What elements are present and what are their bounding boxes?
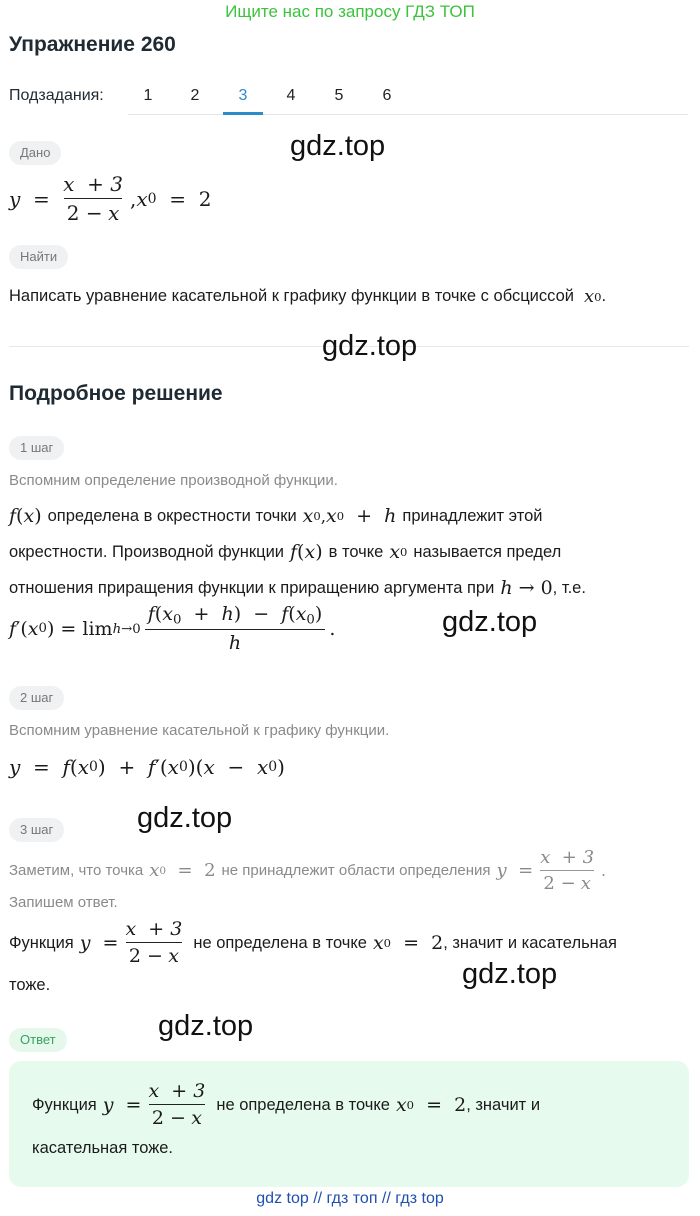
watermark: gdz.top	[158, 1010, 254, 1042]
step-3-hint-2: Запишем ответ.	[9, 894, 118, 911]
step-1-badge: 1 шаг	[9, 436, 64, 460]
answer-text-end: касательная тоже.	[32, 1139, 174, 1157]
step-1-line-1: f ( x ) определена в окрестности точки x 0 , x 0 + h принадлежит этой	[9, 505, 543, 527]
answer-text-line: Функция y = $\frac{x + 3}{2 - x}$ не определена в точке x 0 = 2 , значит и	[32, 1080, 541, 1129]
footer-links[interactable]: gdz top // гдз топ // гдз top	[256, 1190, 444, 1207]
watermark: gdz.top	[322, 330, 418, 362]
step-3-text-line: Функция y = $\frac{x + 3}{2 - x}$ не определена в точке x 0 = 2 , значит и касательная	[9, 918, 617, 967]
tab-subtask-1[interactable]: 1	[143, 87, 153, 104]
derivative-definition-formula: f ′( x 0 ) = lim h→0 $\frac{f(x_0 + h) - f(x_0)}{h}$ .	[9, 603, 336, 655]
find-text: Написать уравнение касательной к графику функции в точке с обсциссой	[9, 287, 574, 305]
active-tab-indicator	[223, 112, 263, 115]
tangent-equation-formula: y = f ( x 0 ) + f ′( x 0 )( x − x 0 )	[9, 755, 285, 779]
step-1-line-3: отношения приращения функции к приращению аргумента при h → 0 , т.е.	[9, 577, 586, 599]
watermark: gdz.top	[462, 958, 558, 990]
promo-text: Ищите нас по запросу ГДЗ ТОП	[225, 2, 475, 21]
step-3-badge: 3 шаг	[9, 818, 64, 842]
answer-badge: Ответ	[9, 1028, 67, 1052]
step-3-hint-line: Заметим, что точка x 0 = 2 не принадлежит области определения y = $\frac{x + 3}{2 - x}$ .	[9, 847, 606, 894]
step-1-hint: Вспомним определение производной функции.	[9, 472, 338, 489]
find-badge: Найти	[9, 245, 68, 269]
watermark: gdz.top	[442, 606, 538, 638]
find-statement: Написать уравнение касательной к графику функции в точке с обсциссой x 0 .	[9, 286, 607, 307]
tab-subtask-3[interactable]: 3	[238, 87, 248, 104]
tab-subtask-6[interactable]: 6	[382, 87, 392, 104]
tab-subtask-4[interactable]: 4	[286, 87, 296, 104]
tabs-divider	[128, 114, 688, 115]
given-badge: Дано	[9, 141, 61, 165]
page-title: Упражнение 260	[9, 33, 176, 56]
step-2-badge: 2 шаг	[9, 686, 64, 710]
step-3-text-end: тоже.	[9, 976, 51, 994]
subtasks-label: Подзадания:	[9, 87, 104, 104]
solution-title: Подробное решение	[9, 382, 223, 405]
tab-subtask-2[interactable]: 2	[190, 87, 200, 104]
watermark: gdz.top	[137, 802, 233, 834]
watermark: gdz.top	[290, 130, 386, 162]
tab-subtask-5[interactable]: 5	[334, 87, 344, 104]
step-2-hint: Вспомним уравнение касательной к графику функции.	[9, 722, 390, 739]
given-formula: y = $\frac{x + 3}{2 - x}$ , x 0 = 2	[9, 172, 212, 225]
step-1-line-2: окрестности. Производной функции f ( x ) в точке x 0 называется предел	[9, 541, 562, 563]
